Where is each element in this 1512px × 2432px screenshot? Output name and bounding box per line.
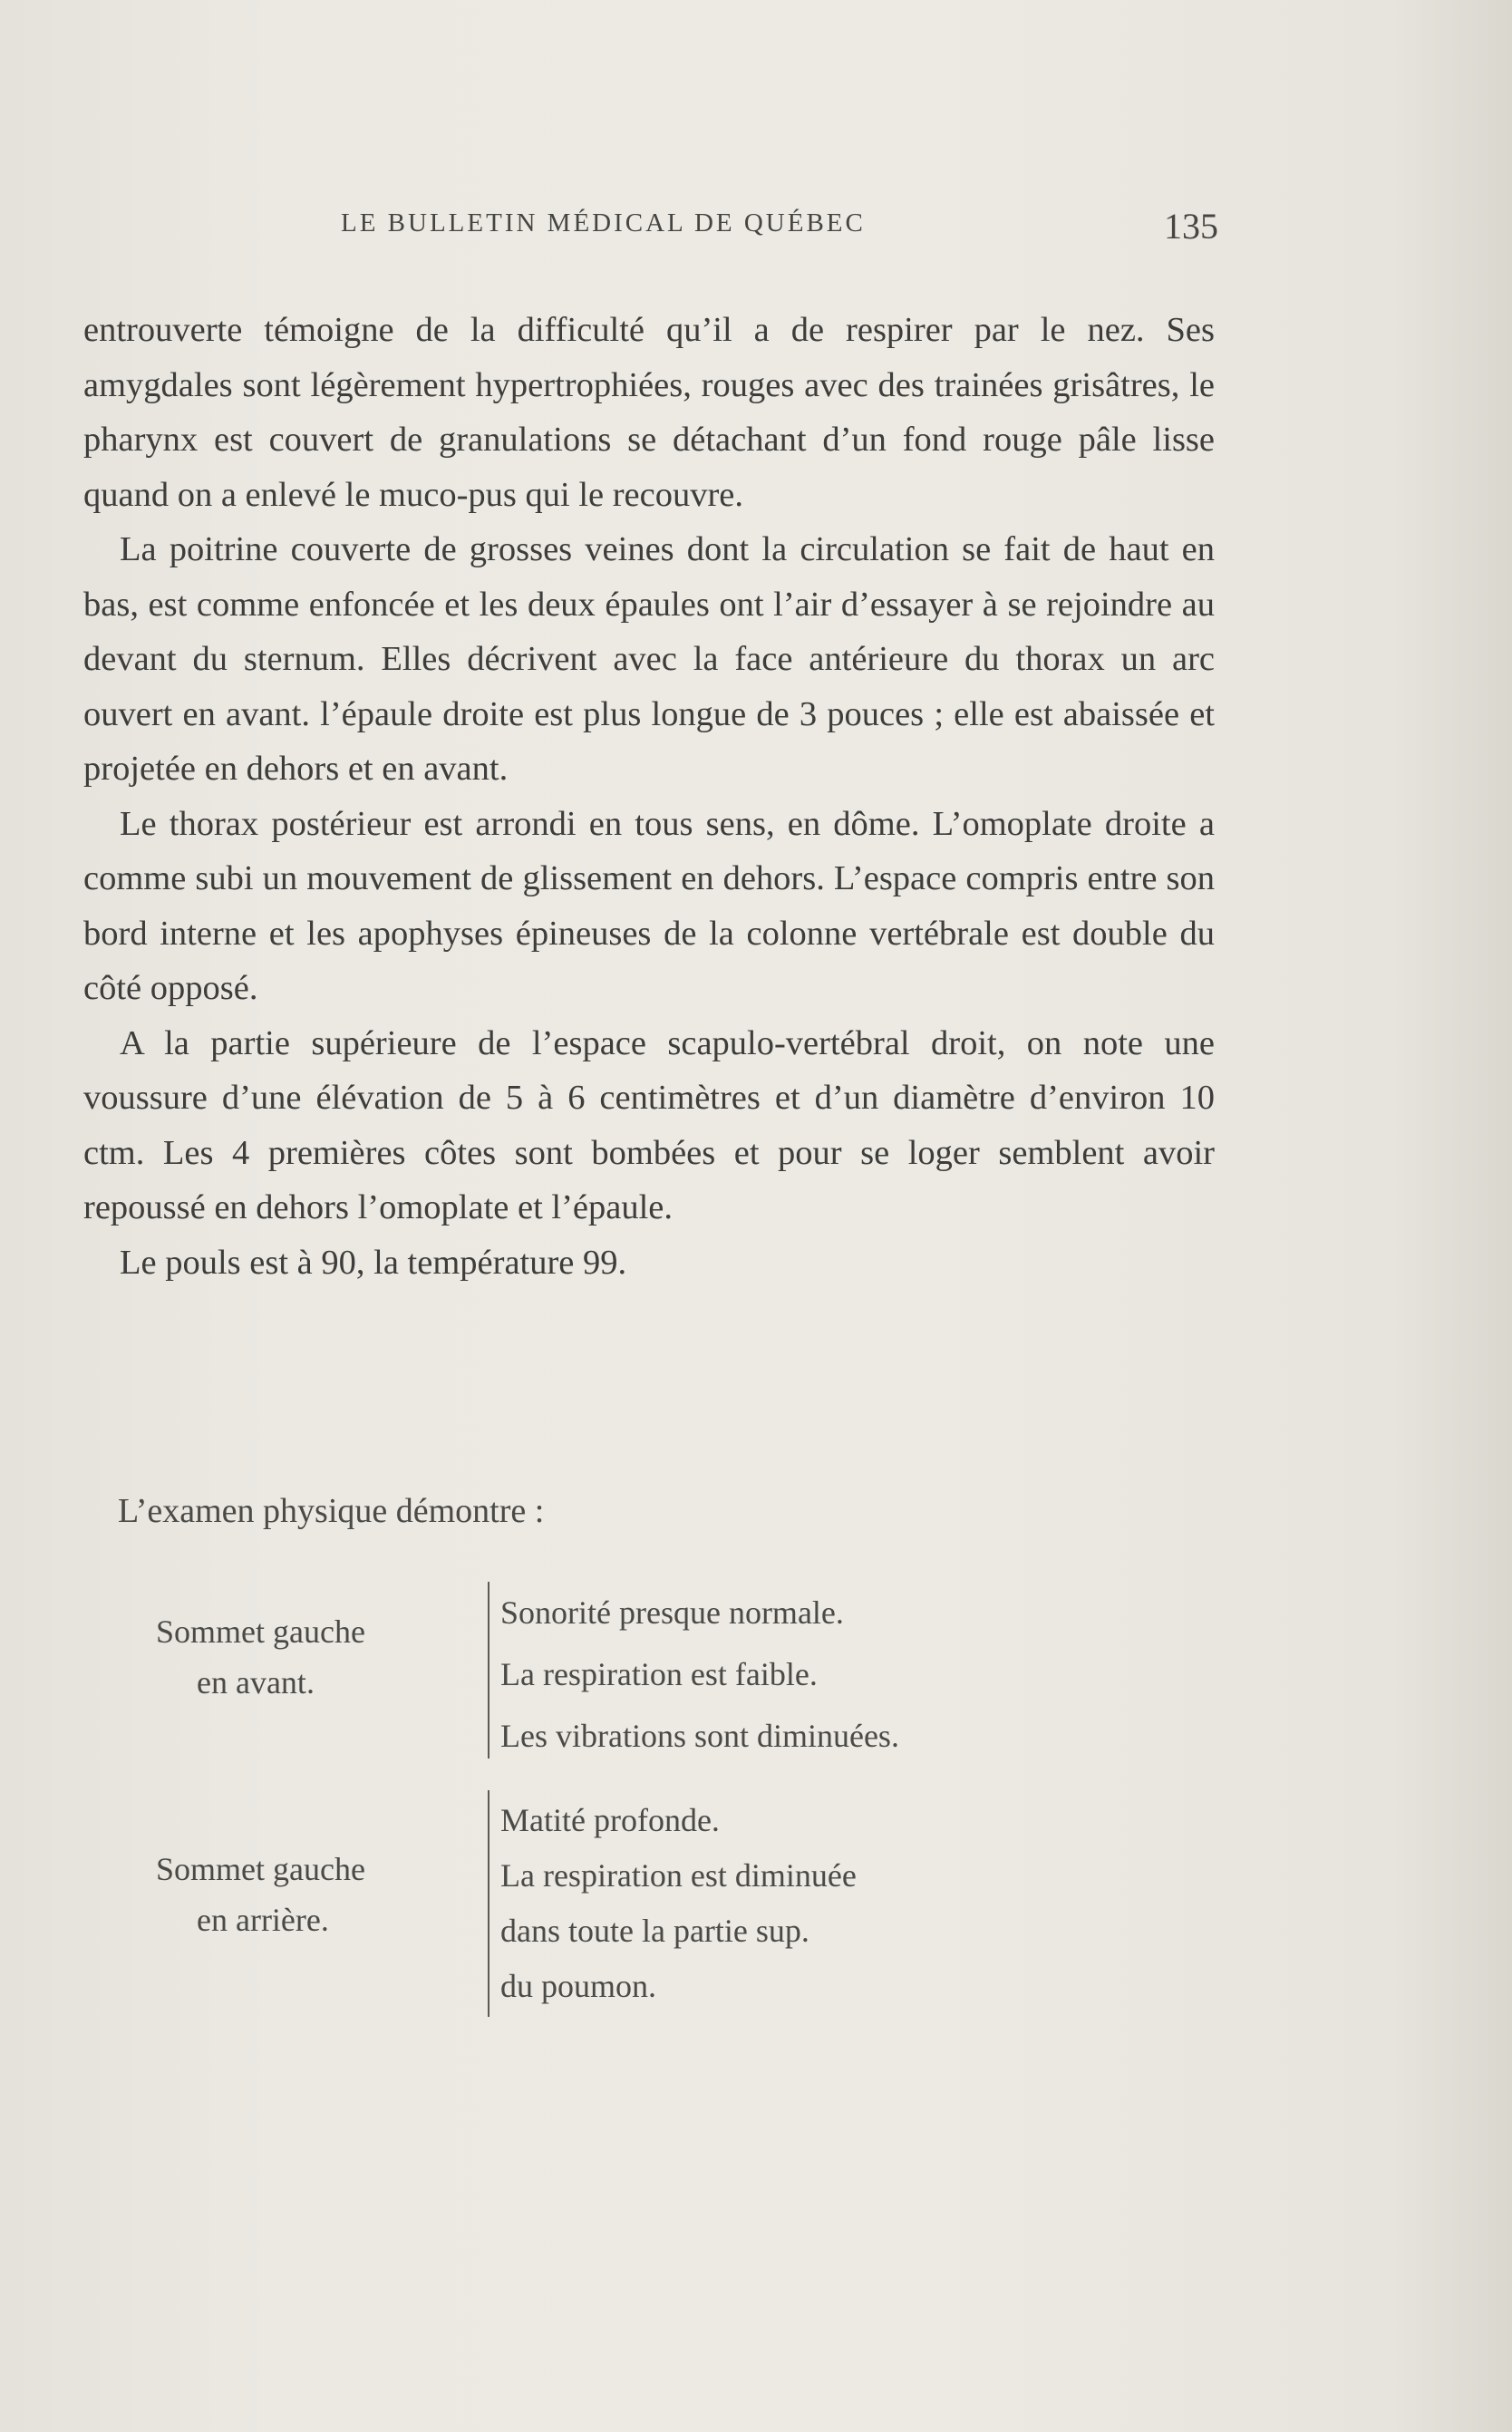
paragraph: A la partie supérieure de l’espace scapulo-vertébral droit, on note une voussure d’une élévation de 5 à 6 centimètres et d’un diamètre d’environ 10 ctm. Les 4 premières côtes sont bombées et pour se loger semblent avoir repoussé en dehors l’omoplate et l’épaule. — [83, 1023, 1215, 1226]
finding: du poumon. — [500, 1968, 657, 2004]
finding: La respiration est diminuée — [500, 1857, 857, 1894]
exam-findings-back — [500, 1793, 857, 2014]
paragraph: Le thorax postérieur est arrondi en tous sens, en dôme. L’omoplate droite a comme subi un mouvement de glissement en dehors. L’espace compris entre son bord interne et les apophyses épineuses de la colonne vertébrale est double du côté opposé. — [83, 804, 1215, 1007]
paragraph: La poitrine couverte de grosses veines dont la circulation se fait de haut en bas, est comme enfoncée et les deux épaules ont l’air d’essayer à se rejoindre au devant du sternum. Elles décrivent avec la face antérieure du thorax un arc ouvert en avant. l’épaule droite est plus longue de 3 pouces ; elle est abaissée et projetée en dehors et en avant. — [83, 530, 1215, 788]
running-head — [341, 205, 1218, 247]
page-number: 135 — [1164, 206, 1218, 247]
exam-site-line: Sommet gauche — [156, 1851, 365, 1887]
exam-site-line: en arrière. — [197, 1902, 329, 1938]
brace — [488, 1790, 489, 2017]
exam-intro: L’examen physique démontre : — [118, 1492, 545, 1530]
finding: Matité profonde. — [500, 1802, 720, 1838]
finding: La respiration est faible. — [500, 1656, 818, 1692]
finding: dans toute la partie sup. — [500, 1913, 809, 1949]
exam-site-line: Sommet gauche — [156, 1613, 365, 1650]
exam-site-line: en avant. — [197, 1664, 315, 1700]
exam-site-front — [156, 1606, 365, 1708]
paragraph: Le pouls est à 90, la température 99. — [120, 1243, 627, 1282]
body-text — [83, 303, 1215, 1290]
finding: Les vibrations sont diminuées. — [500, 1718, 899, 1754]
brace — [488, 1582, 489, 1759]
exam-findings-front — [500, 1582, 899, 1767]
finding: Sonorité presque normale. — [500, 1594, 844, 1631]
exam-site-back — [156, 1844, 365, 1945]
running-title: LE BULLETIN MÉDICAL DE QUÉBEC — [341, 208, 866, 237]
paragraph: entrouverte témoigne de la difficulté qu’il a de respirer par le nez. Ses amygdales sont légèrement hypertrophiées, rouges avec des trainées grisâtres, le pharynx est couvert de granulations se détachant d’un fond rouge pâle lisse quand on a enlevé le muco-pus qui le recouvre. — [83, 311, 1215, 514]
